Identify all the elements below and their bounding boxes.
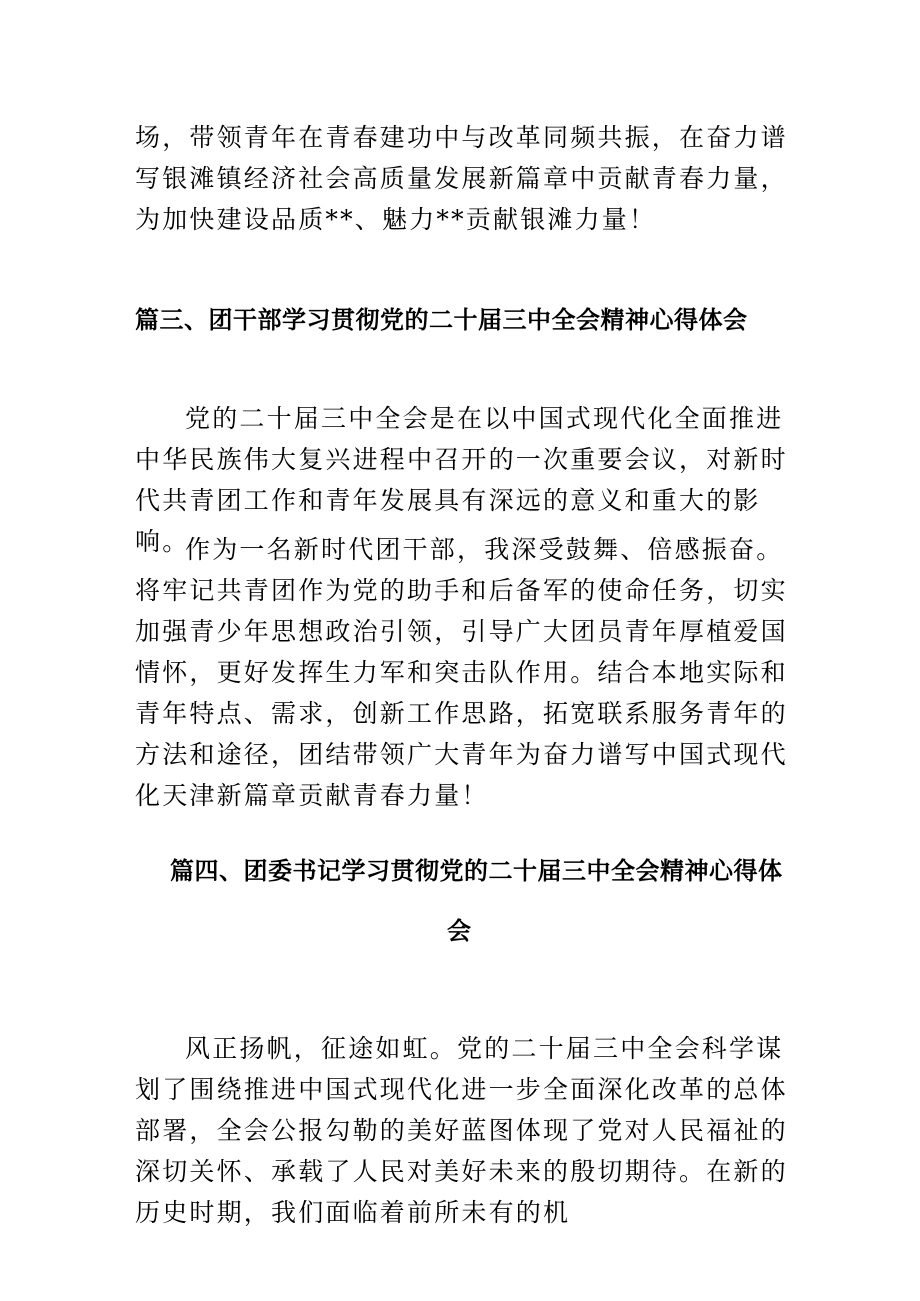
section-heading-part3: 篇三、团干部学习贯彻党的二十届三中全会精神心得体会 [135,306,748,334]
part3-paragraph-1: 党的二十届三中全会是在以中国式现代化全面推进中华民族伟大复兴进程中召开的一次重要会议，对新时代共青团工作和青年发展具有深远的意义和重大的影响。 [135,404,788,556]
section-heading-part4-line1: 篇四、团委书记学习贯彻党的二十届三中全会精神心得体 [170,857,783,885]
part3-paragraph-2: 作为一名新时代团干部，我深受鼓舞、倍感振奋。将牢记共青团作为党的助手和后备军的使命任务，切实加强青少年思想政治引领，引导广大团员青年厚植爱国情怀，更好发挥生力军和突击队作用。结合本地实际和青年特点、需求，创新工作思路，拓宽联系服务青年的方法和途径，团结带领广大青年为奋力谱写中国式现代化天津新篇章贡献青春力量！ [135,535,788,810]
section-heading-part4-line2: 会 [447,917,472,945]
continued-paragraph: 场，带领青年在青春建功中与改革同频共振，在奋力谱写银滩镇经济社会高质量发展新篇章中贡献青春力量，为加快建设品质**、魅力**贡献银滩力量！ [135,123,788,234]
part4-paragraph-1: 风正扬帆，征途如虹。党的二十届三中全会科学谋划了围绕推进中国式现代化进一步全面深化改革的总体部署，全会公报勾勒的美好蓝图体现了党对人民福祉的深切关怀、承载了人民对美好未来的殷切期待。在新的历史时期，我们面临着前所未有的机 [135,1034,788,1227]
